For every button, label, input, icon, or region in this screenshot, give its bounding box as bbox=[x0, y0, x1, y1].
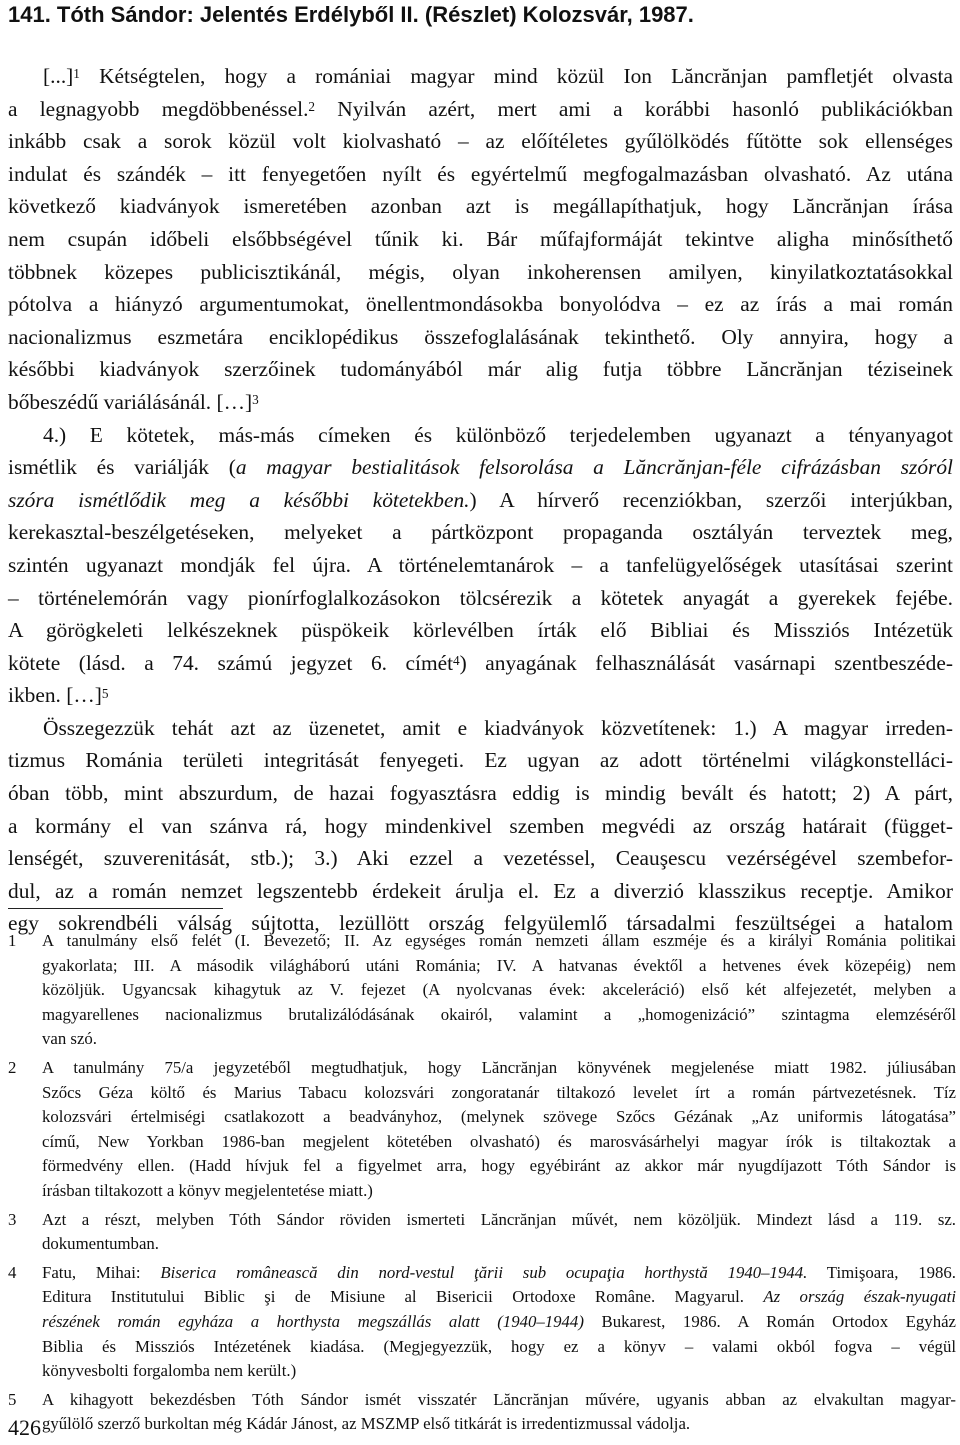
line-italic: szóra ismétlődik meg a későbbi kötetekben. bbox=[8, 487, 470, 512]
line-text: lenségét, szuverenitását, stb.); 3.) Aki ezzel a vezetéssel, Ceauşescu vezérségével szembefor- bbox=[8, 846, 953, 871]
line-text: A görögkeleti lelkészeknek püspökeik körlevélben írták elő Bibliai és Missziós Intézetük bbox=[8, 618, 953, 643]
line-text: kötete (lásd. a 74. számú jegyzet 6. címét bbox=[8, 650, 454, 675]
footnote-line bbox=[42, 1105, 956, 1130]
text-line bbox=[8, 744, 953, 777]
line-text: – történelemórán vagy pionírfoglalkozásokon tölcsérezik a kötetek anyagát a gyerekek fejébe. bbox=[8, 585, 953, 610]
text-line bbox=[8, 549, 953, 582]
text-line bbox=[8, 386, 953, 419]
footnote-text: A tanulmány első felét (I. Bevezető; II. Az egységes román nemzeti állam eszméje és a királyi Románia politikai bbox=[42, 931, 956, 950]
footnote-text: Bukarest, 1986. A Román Ortodox Egyház bbox=[583, 1311, 956, 1331]
footnote-reference: 1 bbox=[73, 66, 80, 82]
text-line bbox=[8, 842, 953, 875]
text-line bbox=[8, 93, 953, 126]
text-line bbox=[8, 321, 953, 354]
footnote-number: 3 bbox=[8, 1209, 17, 1229]
line-text: Összegezzük tehát azt az üzenetet, amit e kiadványok közvetítenek: 1.) A magyar irreden- bbox=[43, 715, 953, 740]
footnote-line bbox=[42, 1285, 956, 1310]
footnote-reference: 3 bbox=[252, 392, 259, 408]
line-text: nem csupán időbeli elsőbbségével tűnik ki. Bár műfajformáját tekintve aligha minősíthető bbox=[8, 226, 953, 251]
line-text: inkább csak a sorok közül volt kiolvasható – az előítéletes gyűlölködés fűtötte sok ellenséges bbox=[8, 129, 953, 154]
line-text: [...] bbox=[43, 64, 74, 88]
footnote-line bbox=[42, 1154, 956, 1179]
line-text: egy sokrendbéli válság sújtotta, lezüllött ország felgyülemlő társadalmi feszültségei a hatalom bbox=[8, 911, 953, 936]
footnote-line bbox=[42, 929, 956, 954]
footnote-line bbox=[42, 978, 956, 1003]
main-text bbox=[8, 60, 953, 940]
footnote-text: Szőcs Géza költő és Marius Tabacu kolozsvári zongoratanár tiltakozó levelet írt a román pártvezetésnek. Tíz bbox=[42, 1082, 956, 1102]
footnote-line bbox=[42, 1003, 956, 1028]
text-line bbox=[8, 516, 953, 549]
text-line bbox=[8, 288, 953, 321]
line-text: bőbeszédű variálásánál. […] bbox=[8, 389, 253, 414]
footnote bbox=[8, 1056, 956, 1204]
footnote-line bbox=[42, 1412, 956, 1437]
footnote-text: dokumentumban. bbox=[42, 1234, 159, 1254]
text-line bbox=[8, 875, 953, 908]
footnote-line bbox=[42, 1179, 956, 1204]
text-line bbox=[8, 223, 953, 256]
footnote-line bbox=[42, 1232, 956, 1257]
line-text: ikben. […] bbox=[8, 683, 102, 708]
footnote-line bbox=[42, 1359, 956, 1384]
footnote-text: írásban tiltakozott a könyv megjelentetése miatt.) bbox=[42, 1180, 373, 1200]
footnote-number: 4 bbox=[8, 1262, 17, 1282]
footnote-text: gyűlölő szerző burkoltan még Kádár Jánost, az MSZMP első titkárát is irredentizmussal vádolja. bbox=[42, 1414, 691, 1434]
footnote-text: kolozsvári értelmiségi csatlakozott a beadványhoz, (melynek szövege Szőcs Gézának „Az uniformis látogatása” bbox=[42, 1107, 956, 1127]
footnote-text: című, New Yorkban 1986-ban megjelent kötetében olvasható) és marosvásárhelyi magyar írók is tiltakoztak a bbox=[42, 1131, 956, 1151]
text-line bbox=[8, 614, 953, 647]
footnote bbox=[8, 1261, 956, 1384]
footnote-number: 2 bbox=[8, 1057, 17, 1077]
footnote-reference: 5 bbox=[101, 685, 109, 701]
text-line bbox=[8, 158, 953, 191]
footnote bbox=[8, 1388, 956, 1437]
line-text: többnek közepes publicisztikánál, mégis, olyan inkoherensen amilyen, kinyilatkoztatásokkal bbox=[8, 259, 953, 284]
text-line bbox=[8, 190, 953, 223]
line-text: ) A hírverő recenziókban, szerzői interjúkban, bbox=[469, 487, 953, 512]
footnote-reference: 4 bbox=[453, 653, 460, 669]
text-line bbox=[8, 777, 953, 810]
footnote-line bbox=[42, 1261, 956, 1286]
text-line bbox=[8, 582, 953, 615]
footnote-text: könyvesbolti forgalomba nem került.) bbox=[42, 1361, 297, 1381]
footnote bbox=[8, 1208, 956, 1257]
page-number: 426 bbox=[8, 1415, 41, 1440]
footnote-text: Azt a részt, melyben Tóth Sándor röviden ismerteti Lăncrănjan művét, nem közöljük. Mindezt lásd a 119. sz. bbox=[42, 1209, 956, 1229]
footnote-line bbox=[42, 1081, 956, 1106]
footnote-line bbox=[42, 1056, 956, 1081]
footnote-number: 1 bbox=[8, 931, 17, 950]
footnote-text: A tanulmány 75/a jegyzetéből megtudhatjuk, hogy Lăncrănjan könyvének megjelenése miatt 1982. júliusában bbox=[42, 1057, 956, 1077]
footnote-text: Fatu, Mihai: bbox=[42, 1262, 161, 1282]
line-text: Nyilván azért, mert ami a korábbi hasonló publikációkban bbox=[315, 96, 953, 121]
footnote-italic: Az ország észak-nyugati bbox=[763, 1287, 956, 1307]
line-text: következő kiadványok ismeretében azonban azt is megállapíthatjuk, hogy Lăncrănjan írása bbox=[8, 194, 953, 219]
footnote-reference: 2 bbox=[308, 98, 316, 114]
line-text: Kétségtelen, hogy a romániai magyar mind közül Ion Lăncrănjan pamfletjét olvasta bbox=[79, 64, 953, 88]
footnote-number: 5 bbox=[8, 1389, 17, 1409]
line-italic: a magyar bestialitások felsorolása a Lăncrănjan-féle cifrázásban szóról bbox=[235, 455, 953, 480]
line-text: ismétlik és variálják ( bbox=[8, 455, 236, 480]
text-line bbox=[8, 256, 953, 289]
text-line bbox=[8, 679, 953, 712]
footnote-text: van szó. bbox=[42, 1029, 97, 1049]
line-text: a legnagyobb megdöbbenéssel. bbox=[8, 96, 309, 121]
line-text: 4.) E kötetek, más-más címeken és különböző terjedelemben ugyanazt a tényanyagot bbox=[43, 422, 953, 447]
footnote-line bbox=[42, 1027, 956, 1052]
text-line bbox=[8, 60, 953, 93]
footnote-italic: Biserica românească din nord-vestul ţării sub ocupaţia horthystă 1940–1944. bbox=[160, 1262, 808, 1282]
footnote-separator bbox=[8, 908, 223, 909]
line-text: pótolva a hiányzó argumentumokat, önellentmondásokba bonyolódva – ez az írás a mai román bbox=[8, 292, 953, 317]
footnote-text: A kihagyott bekezdésben Tóth Sándor ismét visszatér Lăncrănjan művére, ugyanis abban az elvakultan magyar- bbox=[42, 1389, 956, 1409]
text-line bbox=[8, 712, 953, 745]
text-line bbox=[8, 484, 953, 517]
text-line bbox=[8, 451, 953, 484]
text-line bbox=[8, 419, 953, 452]
line-text: tizmus Románia területi integritását fenyegeti. Ez ugyan az adott történelmi világkonstelláci- bbox=[8, 748, 953, 773]
line-text: nacionalizmus eszmetára enciklopédikus összefoglalásának tekinthető. Oly annyira, hogy a bbox=[8, 324, 953, 349]
text-line bbox=[8, 810, 953, 843]
line-text: dul, az a román nemzet legszentebb érdekeit árulja el. Ez a diverzió klasszikus receptje. Amikor bbox=[8, 878, 953, 903]
footnote-line bbox=[42, 1388, 956, 1413]
footnote-text: förmedvény ellen. (Hadd hívjuk fel a figyelmet arra, hogy egyébiránt az akkor már nyugdíjazott Tóth Sándor is bbox=[42, 1156, 956, 1176]
footnote-line bbox=[42, 1335, 956, 1360]
footnote-text: magyarellenes nacionalizmus brutalizálódásának okairól, valamint a „homogenizáció” szintagma elemzéséről bbox=[42, 1004, 956, 1024]
footnotes bbox=[8, 929, 956, 1441]
line-text: kerekasztal-beszélgetéseken, melyeket a pártközpont propaganda osztályán terveztek meg, bbox=[8, 520, 953, 545]
line-text: indulat és szándék – itt fenyegetően nyílt és egyértelmű megfogalmazásban olvasható. Az utána bbox=[8, 161, 953, 186]
footnote-line bbox=[42, 1310, 956, 1335]
footnote-line bbox=[42, 954, 956, 979]
text-line bbox=[8, 353, 953, 386]
line-text: a kormány el van szánva rá, hogy mindenkivel szemben megvédi az ország határait (függet- bbox=[8, 813, 953, 838]
text-line bbox=[8, 125, 953, 158]
document-heading: 141. Tóth Sándor: Jelentés Erdélyből II. (Részlet) Kolozsvár, 1987. bbox=[8, 2, 694, 27]
footnote-line bbox=[42, 1208, 956, 1233]
footnote-italic: részének román egyháza a horthysta megszállás alatt (1940–1944) bbox=[42, 1311, 584, 1331]
footnote-text: Editura Institutului Biblic şi de Misiune al Bisericii Ortodoxe Române. Magyarul. bbox=[42, 1287, 764, 1307]
footnote-text: közöljük. Ugyancsak kihagytuk az V. fejezet (A nyolcvanas évek: akceleráció) első két alfejezetét, melyben a bbox=[42, 980, 956, 1000]
text-line bbox=[8, 647, 953, 680]
footnote-text: Timişoara, 1986. bbox=[807, 1262, 956, 1282]
footnote-line bbox=[42, 1130, 956, 1155]
line-text: ) anyagának felhasználását vasárnapi szentbeszéde- bbox=[459, 650, 953, 675]
footnote bbox=[8, 929, 956, 1052]
line-text: szintén ugyanazt mondják fel újra. A történelemtanárok – a tanfelügyelőségek utasításai szerint bbox=[8, 552, 953, 577]
footnote-text: gyakorlata; III. A második világháború utáni Románia; IV. A hatvanas évektől a hetvenes évek közepéig) nem bbox=[42, 955, 956, 975]
footnote-text: Biblia és Missziós Intézetének kiadása. (Megjegyezzük, hogy ez a könyv – valami okból fogva – végül bbox=[42, 1336, 956, 1356]
line-text: óban több, mint abszurdum, de hazai fogyasztásra eddig is mindig bevált és hatott; 2) A párt, bbox=[8, 781, 953, 806]
line-text: későbbi kiadványok szerzőinek tudományából már alig futja többre Lăncrănjan téziseinek bbox=[8, 357, 953, 382]
